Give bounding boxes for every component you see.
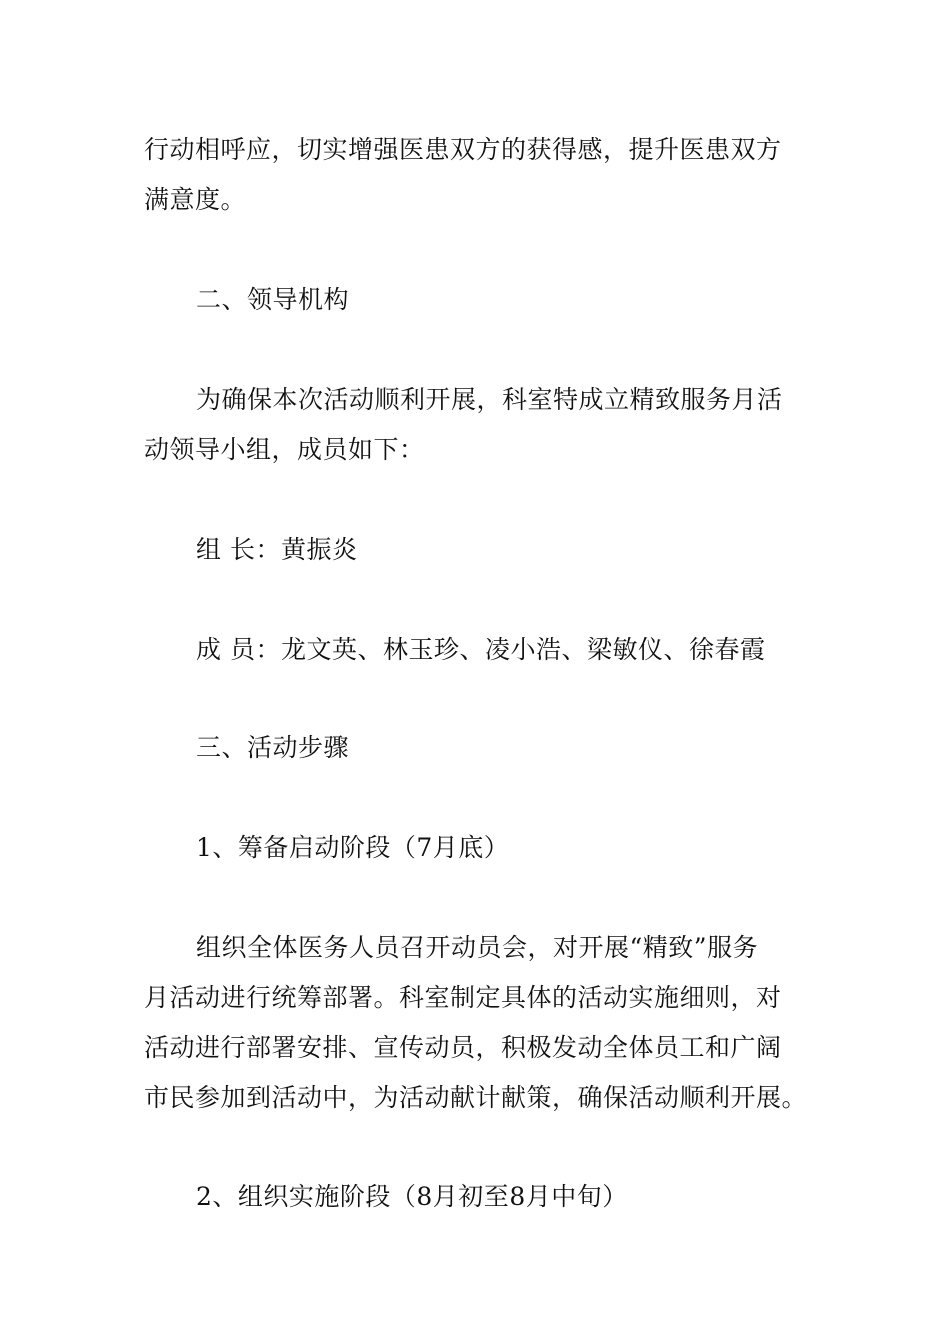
paragraph-line: 活动进行部署安排、宣传动员，积极发动全体员工和广阔	[144, 1033, 782, 1062]
paragraph-line: 市民参加到活动中，为活动献计献策，确保活动顺利开展。	[144, 1083, 808, 1112]
leader-line: 组 长：黄振炎	[196, 535, 358, 564]
members-line: 成 员：龙文英、林玉珍、凌小浩、梁敏仪、徐春霞	[196, 635, 766, 664]
paragraph-line: 行动相呼应，切实增强医患双方的获得感，提升医患双方	[144, 135, 782, 164]
step-heading: 1、筹备启动阶段（7月底）	[196, 833, 510, 862]
paragraph-line: 满意度。	[144, 185, 247, 214]
paragraph-line: 月活动进行统筹部署。科室制定具体的活动实施细则，对	[144, 983, 782, 1012]
section-heading: 二、领导机构	[196, 285, 350, 314]
section-heading: 三、活动步骤	[196, 733, 350, 762]
step-heading: 2、组织实施阶段（8月初至8月中旬）	[196, 1182, 628, 1211]
paragraph-line: 为确保本次活动顺利开展，科室特成立精致服务月活	[196, 385, 783, 414]
paragraph-line: 动领导小组，成员如下：	[144, 435, 425, 464]
paragraph-line: 组织全体医务人员召开动员会，对开展“精致”服务	[196, 933, 759, 962]
